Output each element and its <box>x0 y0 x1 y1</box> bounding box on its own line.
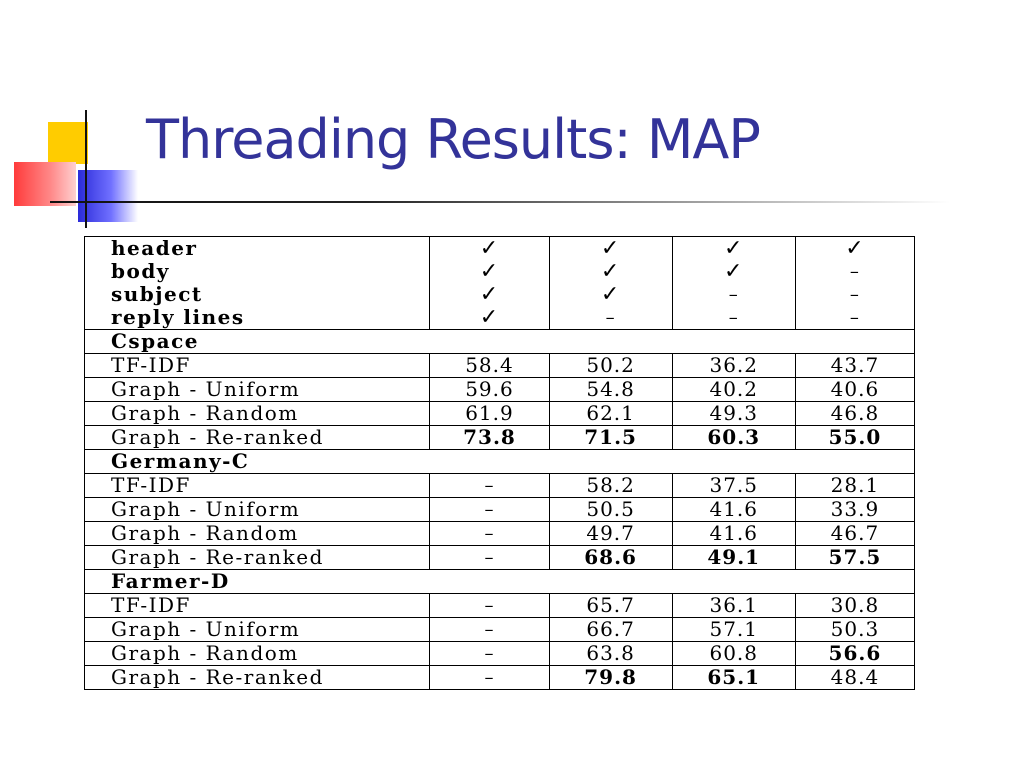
section-header-row <box>85 570 915 594</box>
map-value-cell: 48.4 <box>795 666 914 690</box>
checkmark-icon: ✓ <box>672 237 795 261</box>
dash-cell: – <box>430 594 549 618</box>
map-value-cell: 50.2 <box>549 354 672 378</box>
table-row <box>85 498 915 522</box>
table-row <box>85 402 915 426</box>
map-value-cell: 36.1 <box>672 594 795 618</box>
row-label: Graph - Re-ranked <box>85 426 430 450</box>
checkmark-icon: ✓ <box>549 260 672 283</box>
row-label: Graph - Random <box>85 522 430 546</box>
map-value-cell: 63.8 <box>549 642 672 666</box>
map-value-cell: 30.8 <box>795 594 914 618</box>
map-value-cell: 73.8 <box>430 426 549 450</box>
feature-label: body <box>85 260 430 283</box>
map-value-cell: 56.6 <box>795 642 914 666</box>
row-label: Graph - Random <box>85 642 430 666</box>
feature-row <box>85 260 915 283</box>
title-underline <box>50 201 950 203</box>
map-value-cell: 46.7 <box>795 522 914 546</box>
map-value-cell: 68.6 <box>549 546 672 570</box>
decor-red-square <box>14 162 76 206</box>
feature-label: header <box>85 237 430 261</box>
dash-cell: – <box>430 618 549 642</box>
map-value-cell: 49.1 <box>672 546 795 570</box>
table-row <box>85 618 915 642</box>
dash-cell: – <box>430 498 549 522</box>
map-value-cell: 71.5 <box>549 426 672 450</box>
row-label: Graph - Re-ranked <box>85 666 430 690</box>
decor-blue-square <box>78 170 138 222</box>
checkmark-icon: ✓ <box>549 237 672 261</box>
table-row <box>85 426 915 450</box>
slide-title: Threading Results: MAP <box>146 108 760 171</box>
map-value-cell: 40.6 <box>795 378 914 402</box>
table-row <box>85 642 915 666</box>
dash-cell: – <box>795 283 914 306</box>
table-row <box>85 546 915 570</box>
dash-cell: – <box>430 546 549 570</box>
dash-cell: – <box>430 474 549 498</box>
row-label: Graph - Re-ranked <box>85 546 430 570</box>
map-value-cell: 50.3 <box>795 618 914 642</box>
dash-cell: – <box>430 642 549 666</box>
section-name: Cspace <box>85 330 915 354</box>
dash-cell: – <box>430 666 549 690</box>
map-value-cell: 60.3 <box>672 426 795 450</box>
feature-label: subject <box>85 283 430 306</box>
map-value-cell: 57.1 <box>672 618 795 642</box>
map-value-cell: 65.7 <box>549 594 672 618</box>
map-value-cell: 58.4 <box>430 354 549 378</box>
map-value-cell: 41.6 <box>672 498 795 522</box>
checkmark-icon: ✓ <box>430 283 549 306</box>
row-label: Graph - Uniform <box>85 618 430 642</box>
dash-cell: – <box>795 306 914 330</box>
row-label: Graph - Uniform <box>85 498 430 522</box>
row-label: TF-IDF <box>85 594 430 618</box>
checkmark-icon: ✓ <box>430 306 549 330</box>
map-value-cell: 37.5 <box>672 474 795 498</box>
row-label: TF-IDF <box>85 354 430 378</box>
map-value-cell: 36.2 <box>672 354 795 378</box>
map-value-cell: 33.9 <box>795 498 914 522</box>
checkmark-icon: ✓ <box>430 237 549 261</box>
map-value-cell: 49.3 <box>672 402 795 426</box>
section-header-row <box>85 330 915 354</box>
map-value-cell: 61.9 <box>430 402 549 426</box>
section-name: Germany-C <box>85 450 915 474</box>
table-row <box>85 474 915 498</box>
results-table <box>84 236 915 690</box>
map-value-cell: 49.7 <box>549 522 672 546</box>
checkmark-icon: ✓ <box>795 237 914 261</box>
results-table-body <box>85 237 915 690</box>
checkmark-icon: ✓ <box>430 260 549 283</box>
dash-cell: – <box>430 522 549 546</box>
dash-cell: – <box>795 260 914 283</box>
map-value-cell: 62.1 <box>549 402 672 426</box>
checkmark-icon: ✓ <box>549 283 672 306</box>
dash-cell: – <box>672 283 795 306</box>
map-value-cell: 65.1 <box>672 666 795 690</box>
table-row <box>85 594 915 618</box>
map-value-cell: 28.1 <box>795 474 914 498</box>
feature-label: reply lines <box>85 306 430 330</box>
map-value-cell: 41.6 <box>672 522 795 546</box>
map-value-cell: 58.2 <box>549 474 672 498</box>
dash-cell: – <box>672 306 795 330</box>
section-header-row <box>85 450 915 474</box>
map-value-cell: 50.5 <box>549 498 672 522</box>
map-value-cell: 57.5 <box>795 546 914 570</box>
feature-row <box>85 237 915 261</box>
decor-vertical-line <box>85 110 87 228</box>
map-value-cell: 55.0 <box>795 426 914 450</box>
section-name: Farmer-D <box>85 570 915 594</box>
dash-cell: – <box>549 306 672 330</box>
map-value-cell: 43.7 <box>795 354 914 378</box>
map-value-cell: 59.6 <box>430 378 549 402</box>
row-label: Graph - Uniform <box>85 378 430 402</box>
row-label: TF-IDF <box>85 474 430 498</box>
map-value-cell: 54.8 <box>549 378 672 402</box>
table-row <box>85 666 915 690</box>
table-row <box>85 354 915 378</box>
map-value-cell: 60.8 <box>672 642 795 666</box>
feature-row <box>85 306 915 330</box>
feature-row <box>85 283 915 306</box>
row-label: Graph - Random <box>85 402 430 426</box>
map-value-cell: 46.8 <box>795 402 914 426</box>
table-row <box>85 522 915 546</box>
table-row <box>85 378 915 402</box>
map-value-cell: 79.8 <box>549 666 672 690</box>
checkmark-icon: ✓ <box>672 260 795 283</box>
decor-yellow-square <box>48 122 88 164</box>
map-value-cell: 66.7 <box>549 618 672 642</box>
map-value-cell: 40.2 <box>672 378 795 402</box>
